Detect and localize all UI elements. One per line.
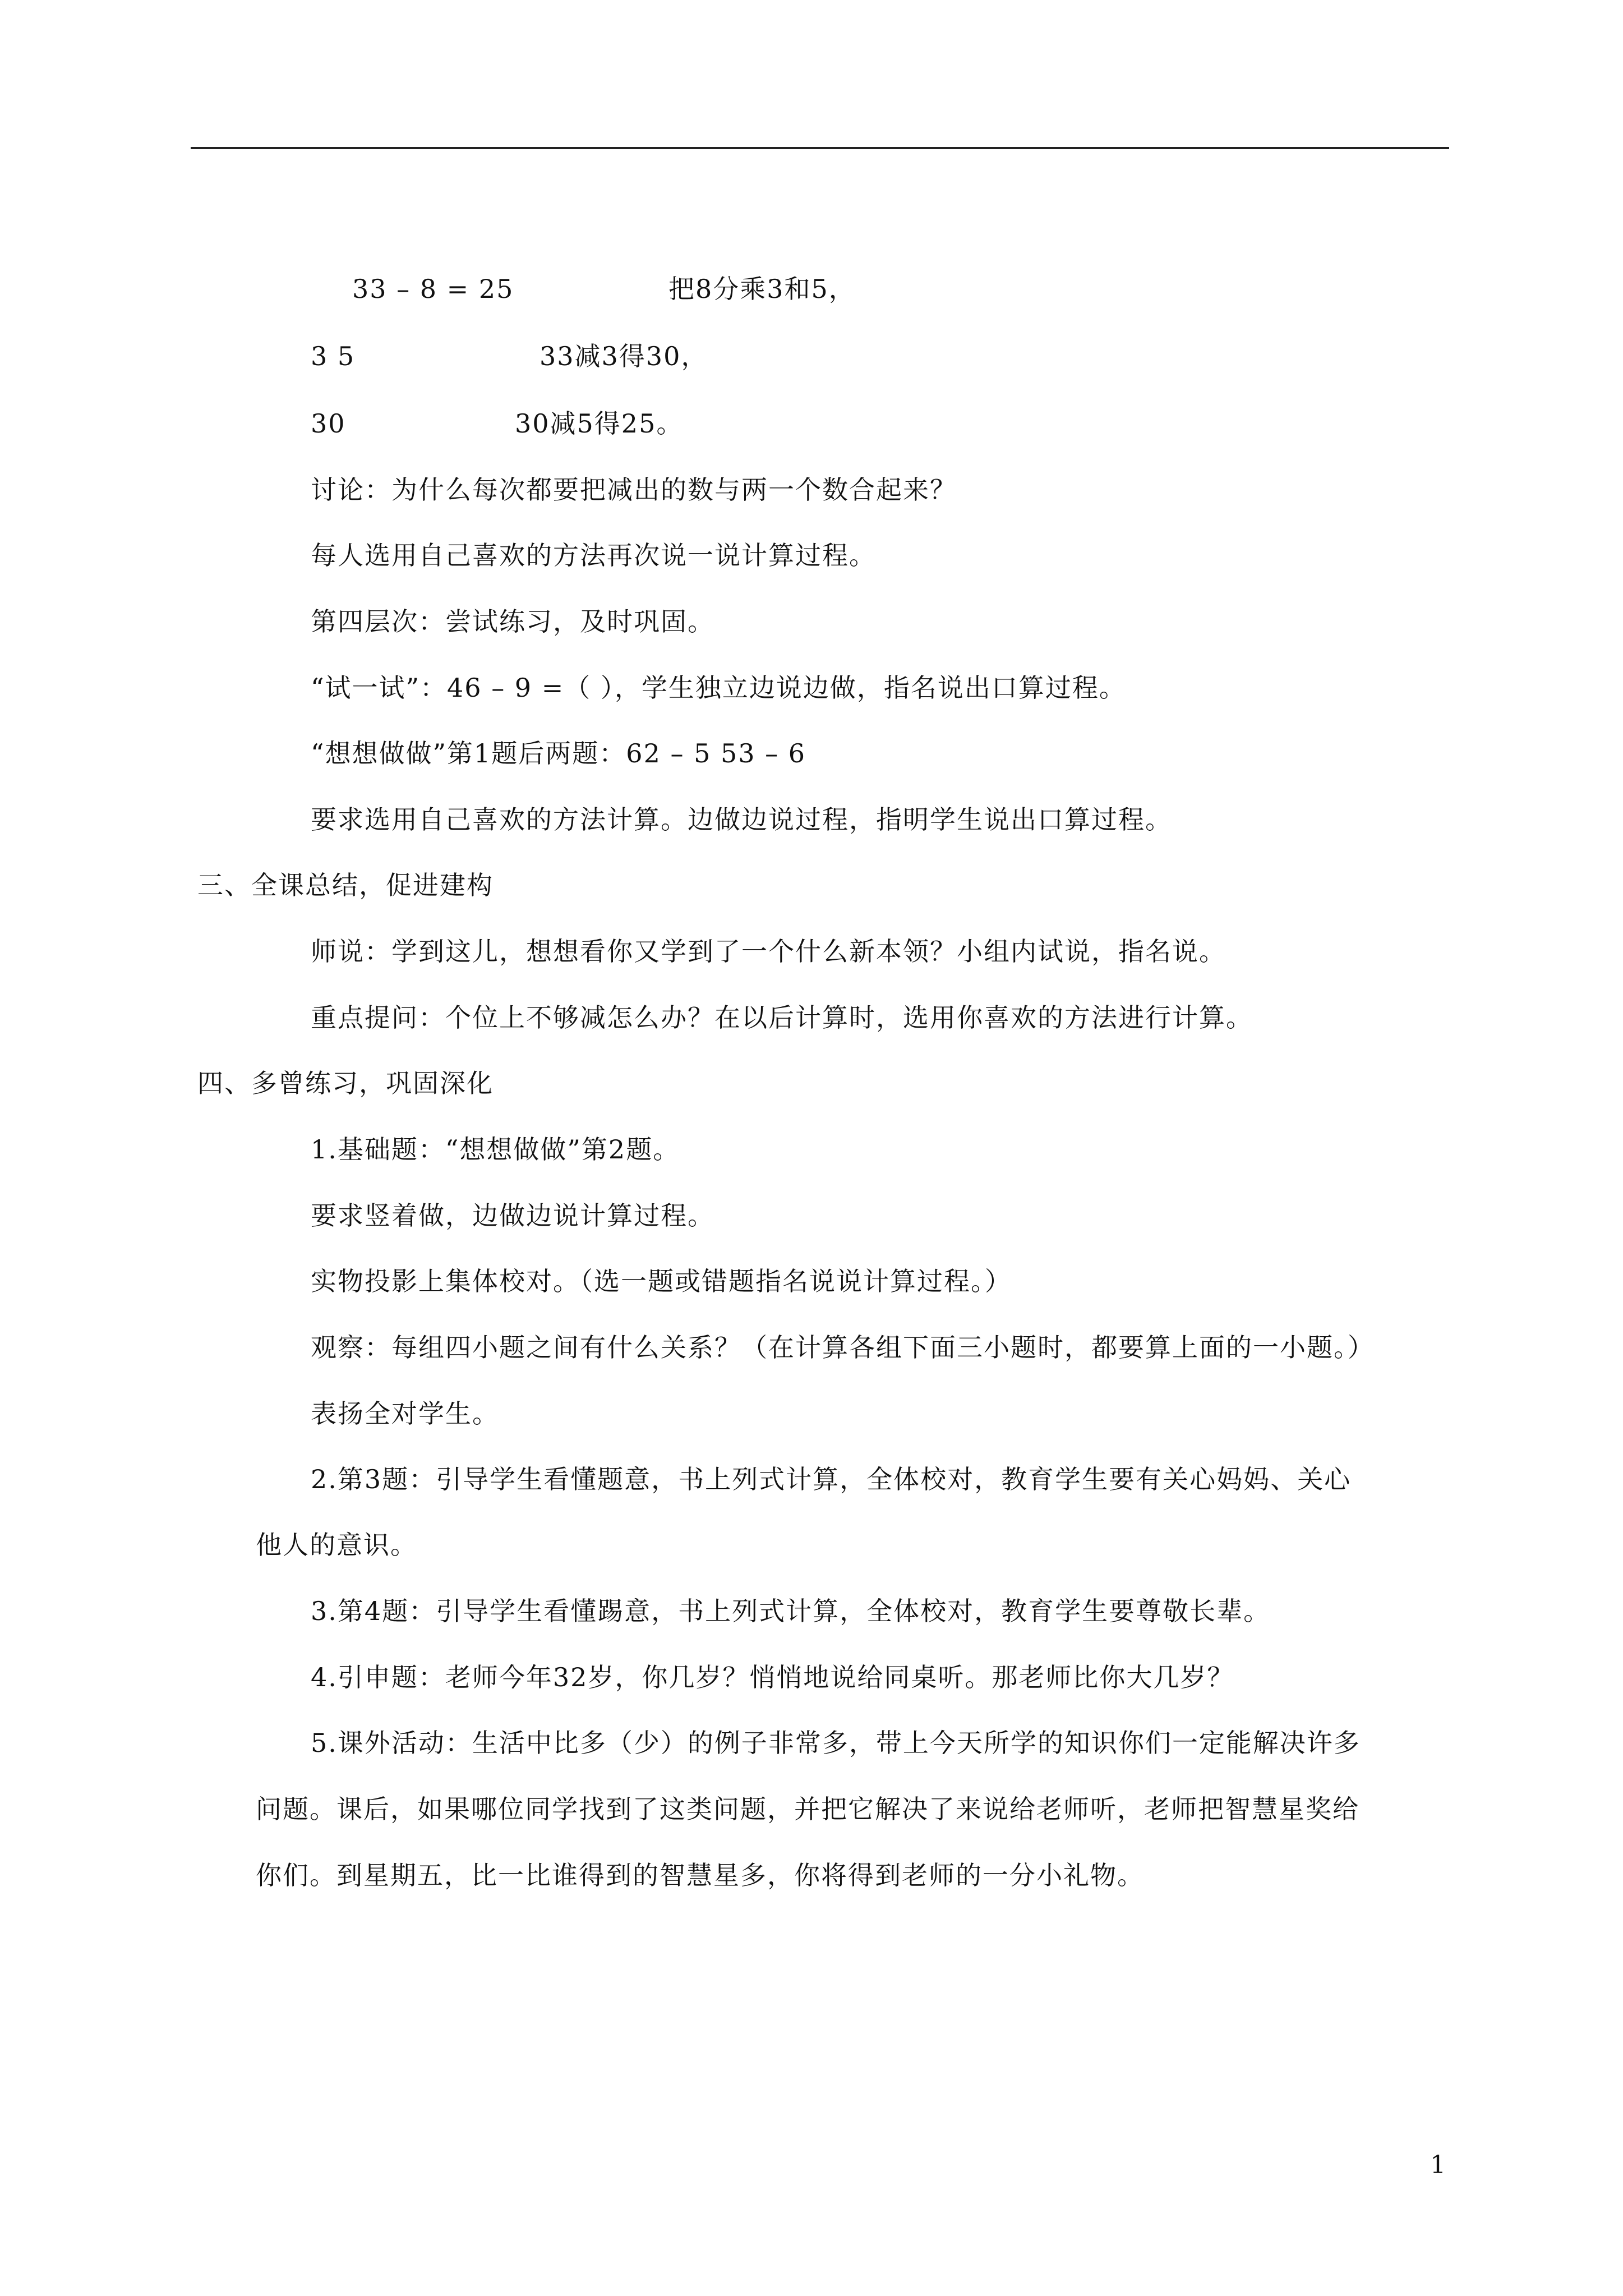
calc-row3-note: 30减5得25。 [515,408,684,439]
paragraph-activity-continued-1: 问题。课后，如果哪位同学找到了这类问题，并把它解决了来说给老师听，老师把智慧星奖给 [256,1794,1359,1824]
paragraph-exercise-3: 2.第3题：引导学生看懂题意，书上列式计算，全体校对，教育学生要有关心妈妈、关心 [311,1464,1352,1494]
paragraph-level-four: 第四层次：尝试练习，及时巩固。 [311,606,714,637]
calc-row1-expression: 33 – 8 = 25 [352,274,514,304]
paragraph-requirement: 要求选用自己喜欢的方法计算。边做边说过程，指明学生说出口算过程。 [311,804,1172,835]
paragraph-think-do: “想想做做”第1题后两题：62 – 5 53 – 6 [311,738,806,769]
paragraph-try-it: “试一试”：46 – 9 =（ ），学生独立边说边做，指名说出口算过程。 [311,673,1126,703]
paragraph-basic-exercise: 1.基础题：“想想做做”第2题。 [311,1134,680,1165]
page-number: 1 [1430,2151,1446,2179]
paragraph-retell: 每人选用自己喜欢的方法再次说一说计算过程。 [311,540,876,570]
calc-row2-digits: 3 5 [311,341,356,371]
paragraph-projection-check: 实物投影上集体校对。（选一题或错题指名说说计算过程。） [311,1266,1012,1296]
calc-row3-value: 30 [311,408,346,439]
paragraph-activity-continued-2: 你们。到星期五，比一比谁得到的智慧星多，你将得到老师的一分小礼物。 [256,1860,1144,1890]
calc-row2-note: 33减3得30， [540,341,708,371]
section-heading-practice: 四、多曾练习，巩固深化 [197,1068,494,1098]
paragraph-vertical-method: 要求竖着做，边做边说计算过程。 [311,1200,714,1231]
paragraph-activity: 5.课外活动：生活中比多（少）的例子非常多，带上今天所学的知识你们一定能解决许多 [311,1728,1361,1758]
section-heading-summary: 三、全课总结，促进建构 [197,870,494,900]
paragraph-exercise-4: 3.第4题：引导学生看懂踢意，书上列式计算，全体校对，教育学生要尊敬长辈。 [311,1596,1271,1626]
calc-row1-note: 把8分乘3和5， [668,274,856,304]
paragraph-praise: 表扬全对学生。 [311,1398,499,1429]
paragraph-discussion: 讨论：为什么每次都要把减出的数与两一个数合起来？ [311,475,957,505]
header-rule [191,147,1449,149]
paragraph-teacher-says: 师说：学到这儿，想想看你又学到了一个什么新本领？小组内试说，指名说。 [311,936,1226,967]
paragraph-key-question: 重点提问：个位上不够减怎么办？在以后计算时，选用你喜欢的方法进行计算。 [311,1002,1253,1033]
paragraph-exercise-3-continued: 他人的意识。 [256,1530,417,1560]
paragraph-observe: 观察：每组四小题之间有什么关系？（在计算各组下面三小题时，都要算上面的一小题。） [311,1332,1375,1363]
paragraph-extension: 4.引申题：老师今年32岁，你几岁？悄悄地说给同桌听。那老师比你大几岁？ [311,1662,1234,1692]
